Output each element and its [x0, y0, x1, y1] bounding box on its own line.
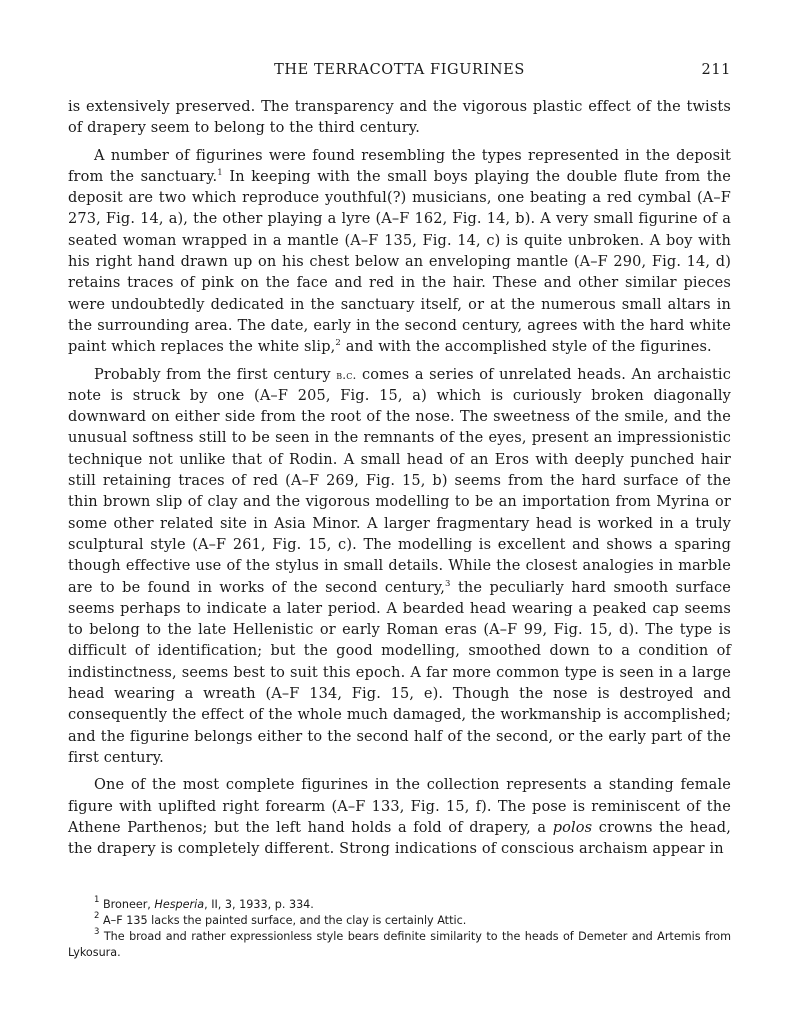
- paragraph-4: [68, 775, 731, 860]
- header-title: THE TERRACOTTA FIGURINES: [274, 62, 525, 78]
- paragraph-3-text-a: Probably from the first century: [94, 366, 337, 383]
- footnote-3-number: 3: [94, 927, 100, 937]
- footnote-ref-2[interactable]: 2: [335, 338, 341, 349]
- page-number: 211: [701, 62, 731, 78]
- footnote-ref-3[interactable]: 3: [445, 578, 451, 589]
- footnote-1-text-a: Broneer,: [99, 898, 155, 911]
- footnote-ref-1[interactable]: 1: [217, 167, 223, 178]
- footnote-1-journal: Hesperia: [154, 898, 205, 911]
- footnote-1-number: 1: [94, 895, 100, 905]
- paragraph-1-text: is extensively preserved. The transparency and the vigorous plastic effect of the twists of drapery seem to belong to the third century.: [68, 99, 731, 137]
- page: [68, 62, 731, 866]
- paragraph-4-text-a: One of the most complete figurines in the collection represents a standing female figure with uplifted right forearm (A–F 133, Fig. 15, f). The pose is reminiscent of the Athene Parthenos; but the left hand holds a fold of drapery, a: [68, 777, 731, 836]
- paragraph-2-text-b: In keeping with the small boys playing the double flute from the deposit are two which reproduce youthful(?) musicians, one beating a red cymbal (A–F 273, Fig. 14, a), the other playing a lyre (A–F 162, Fig. 14, b). A very small figurine of a seated woman wrapped in a mantle (A–F 135, Fig. 14, c) is quite unbroken. A boy with his right hand drawn up on his chest below an enveloping mantle (A–F 290, Fig. 14, d) retains traces of pink on the face and red in the hair. These and other similar pieces were undoubtedly dedicated in the sanctuary itself, or at the numerous small altars in the surrounding area. The date, early in the second century, agrees with the hard white paint which replaces the white slip,: [68, 168, 731, 356]
- paragraph-2-text-c: and with the accomplished style of the figurines.: [340, 339, 712, 356]
- paragraph-2-text-a: A number of figurines were found resembling the types represented in the deposit from the sanctuary.: [68, 147, 731, 185]
- polos-term: polos: [552, 819, 593, 836]
- paragraph-3-text-b: comes a series of unrelated heads. An archaistic note is struck by one (A–F 205, Fig. 15, a) which is curiously broken diagonally downward on either side from the root of the nose. The sweetness of the smile, and the unusual softness still to be seen in the remnants of the eyes, present an impressionistic technique not unlike that of Rodin. A small head of an Eros with deeply punched hair still retaining traces of red (A–F 269, Fig. 15, b) seems from the hard surface of the thin brown slip of clay and the vigorous modelling to be an importation from Myrina or some other related site in Asia Minor. A larger fragmentary head is worked in a truly sculptural style (A–F 261, Fig. 15, c). The modelling is excellent and shows a sparing though effective use of the stylus in small details. While the closest analogies in marble are to be found in works of the second century,: [68, 366, 731, 596]
- footnote-3: [68, 929, 731, 961]
- footnote-2: [68, 913, 731, 929]
- footnote-1: [68, 897, 731, 913]
- footnote-2-number: 2: [94, 911, 100, 921]
- body-text: [68, 97, 731, 860]
- footnotes: [68, 897, 731, 961]
- paragraph-1: [68, 97, 731, 140]
- paragraph-3-text-c: the peculiarly hard smooth surface seems perhaps to indicate a later period. A bearded head wearing a peaked cap seems to belong to the late Hellenistic or early Roman eras (A–F 99, Fig. 15, d). The type is difficult of identification; but the good modelling, smoothed down to a condition of indistinctness, seems best to suit this epoch. A far more common type is seen in a large head wearing a wreath (A–F 134, Fig. 15, e). Though the nose is destroyed and consequently the effect of the whole much damaged, the workmanship is accomplished; and the figurine belongs either to the second half of the second, or the early part of the first century.: [68, 579, 732, 766]
- footnote-1-text-b: , II, 3, 1933, p. 334.: [204, 898, 314, 911]
- bc-abbreviation: b.c.: [336, 367, 357, 382]
- paragraph-2: [68, 146, 731, 359]
- running-header: [68, 62, 731, 84]
- paragraph-3: [68, 365, 731, 770]
- footnote-3-text: The broad and rather expressionless style bears definite similarity to the heads of Demeter and Artemis from Lykosura.: [68, 930, 731, 959]
- footnote-2-text: A–F 135 lacks the painted surface, and the clay is certainly Attic.: [99, 914, 467, 927]
- paragraph-4-text-b: crowns the head, the drapery is completely different. Strong indications of conscious archaism appear in: [68, 819, 731, 858]
